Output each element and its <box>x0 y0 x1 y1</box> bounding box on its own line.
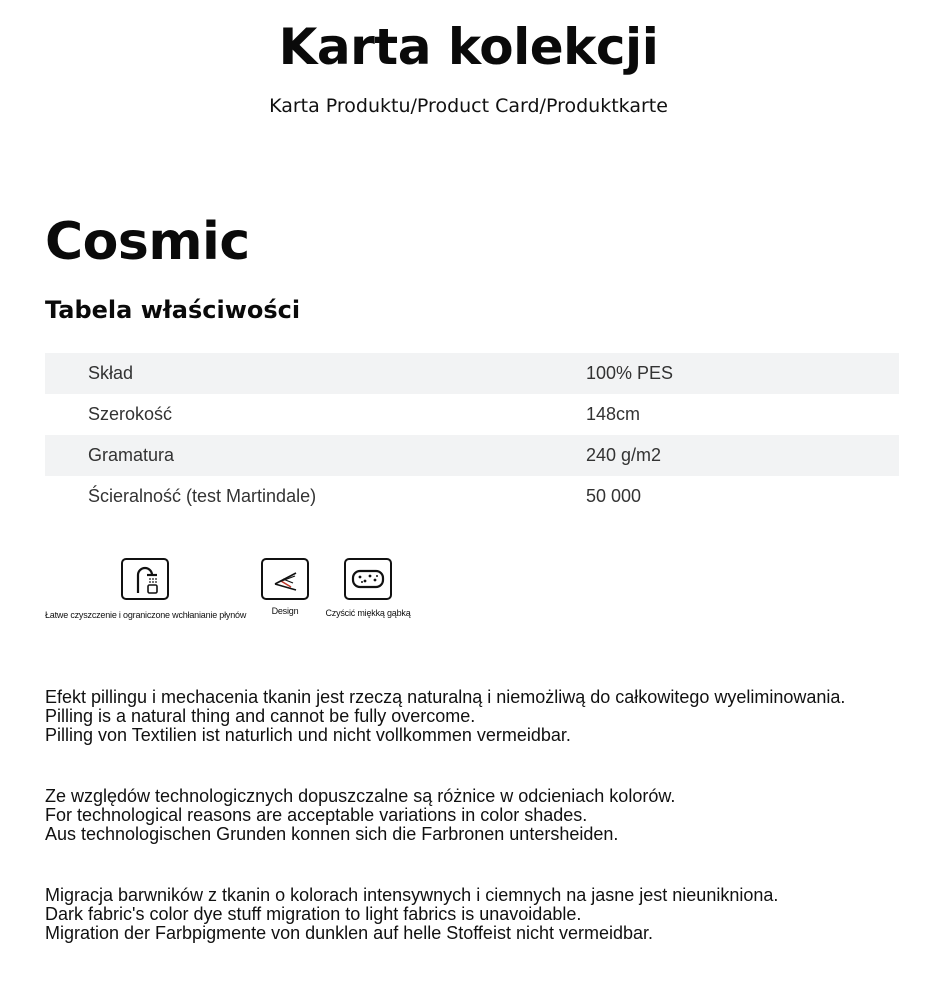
table-row <box>45 476 899 517</box>
care-icon-design <box>255 558 315 616</box>
page-subtitle: Karta Produktu/Product Card/Produktkarte <box>269 95 668 117</box>
note-pilling <box>45 688 915 745</box>
note-line: Migracja barwników z tkanin o kolorach intensywnych i ciemnych na jasne jest nieunikniona. <box>45 885 779 905</box>
note-line: Pilling von Textilien ist naturlich und nicht vollkommen vermeidbar. <box>45 725 571 745</box>
sponge-clean-icon <box>344 558 392 600</box>
care-icon-caption: Łatwe czyszczenie i ograniczone wchłanianie płynów <box>45 610 247 620</box>
property-value: 240 g/m2 <box>586 445 662 465</box>
property-label: Skład <box>88 363 134 383</box>
note-line: Dark fabric's color dye stuff migration to light fabrics is unavoidable. <box>45 904 582 924</box>
note-line: Pilling is a natural thing and cannot be fully overcome. <box>45 706 476 726</box>
page-title: Karta kolekcji <box>278 18 659 76</box>
table-row <box>45 435 899 476</box>
properties-table <box>45 353 899 517</box>
easy-clean-icon <box>121 558 169 600</box>
care-icon-sponge-clean <box>320 558 416 618</box>
care-icon-easy-clean <box>45 558 245 620</box>
notes-section <box>45 688 915 985</box>
property-label: Ścieralność (test Martindale) <box>88 486 317 506</box>
care-icon-caption: Czyścić miękką gąbką <box>325 608 411 618</box>
product-name: Cosmic <box>45 212 250 272</box>
property-value: 148cm <box>586 404 641 424</box>
design-icon <box>261 558 309 600</box>
note-dye-migration <box>45 886 915 943</box>
property-value: 100% PES <box>586 363 674 383</box>
table-row <box>45 353 899 394</box>
property-label: Gramatura <box>88 445 175 465</box>
note-line: For technological reasons are acceptable variations in color shades. <box>45 805 588 825</box>
property-value: 50 000 <box>586 486 642 506</box>
property-label: Szerokość <box>88 404 173 424</box>
note-line: Ze względów technologicznych dopuszczalne są różnice w odcieniach kolorów. <box>45 786 676 806</box>
table-row <box>45 394 899 435</box>
properties-title: Tabela właściwości <box>45 296 301 324</box>
note-color-shades <box>45 787 915 844</box>
note-line: Efekt pillingu i mechacenia tkanin jest rzeczą naturalną i niemożliwą do całkowitego wyeliminowania. <box>45 687 846 707</box>
note-line: Aus technologischen Grunden konnen sich die Farbronen untersheiden. <box>45 824 619 844</box>
note-line: Migration der Farbpigmente von dunklen auf helle Stoffeist nicht vermeidbar. <box>45 923 654 943</box>
care-icon-caption: Design <box>271 606 299 616</box>
